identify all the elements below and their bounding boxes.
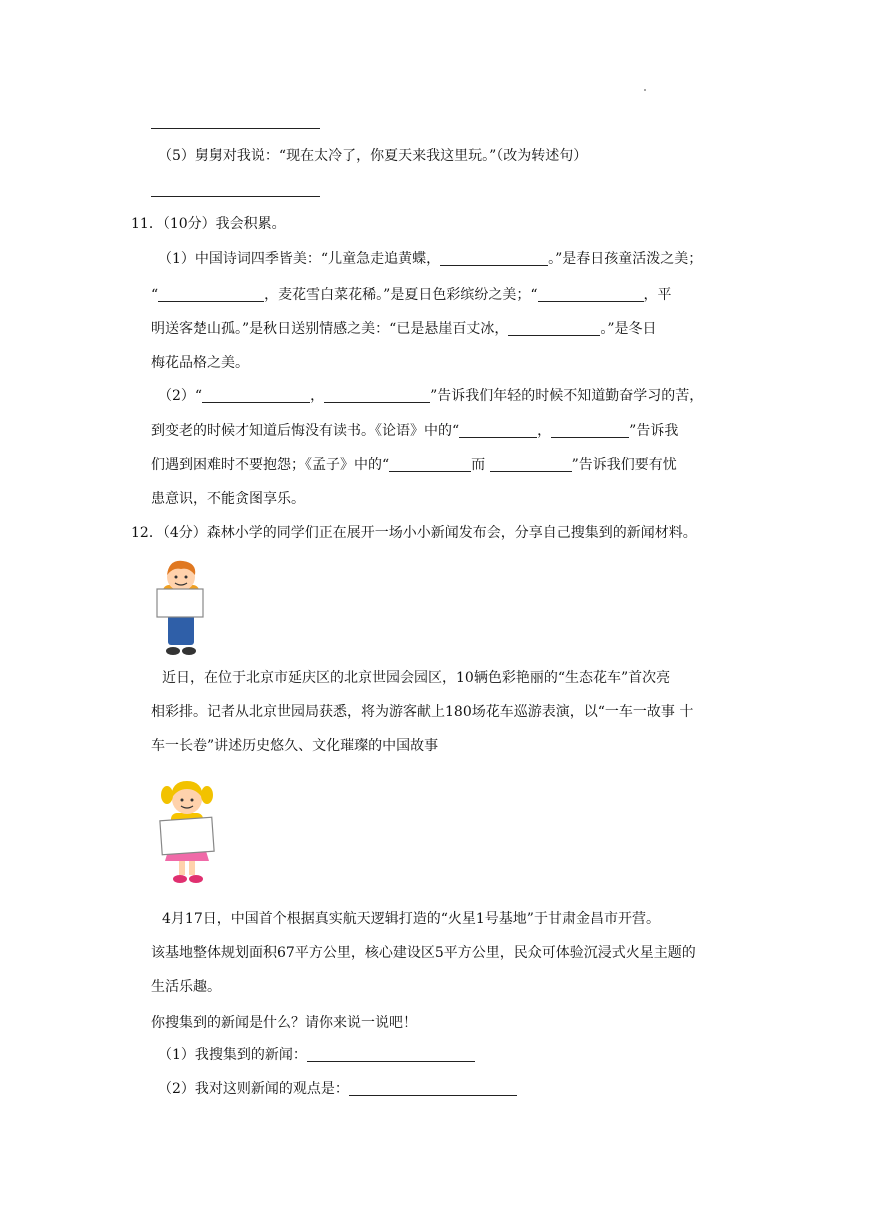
fill-blank[interactable]: [389, 457, 471, 472]
girl-holding-sign-illustration: [155, 777, 219, 889]
news1-line2: 相彩排。记者从北京世园局获悉，将为游客献上180场花车巡游表演，以“一车一故事 十: [151, 704, 694, 720]
text: 而: [471, 457, 486, 473]
text: ，: [310, 388, 325, 404]
answer-blank[interactable]: [307, 1047, 475, 1062]
text: 们遇到困难时不要抱怨；《孟子》中的“: [151, 457, 390, 473]
text: ，麦花雪白菜花稀。”是夏日色彩缤纷之美；“: [264, 287, 538, 303]
girl-pigtail-right: [201, 786, 213, 804]
text: （1）我搜集到的新闻：: [158, 1047, 307, 1063]
text: ，平: [643, 287, 672, 303]
text: ”告诉我: [629, 423, 679, 439]
q12-item1: [158, 1045, 475, 1065]
answer-line[interactable]: [151, 128, 320, 129]
text: 。”是冬日: [600, 321, 657, 337]
fill-blank[interactable]: [551, 423, 629, 438]
news1-line1: 近日，在位于北京市延庆区的北京世园会园区，10辆色彩艳丽的“生态花车”首次亮: [162, 670, 671, 686]
q12-prompt: 你搜集到的新闻是什么？请你来说一说吧！: [151, 1015, 417, 1031]
fill-blank[interactable]: [324, 388, 430, 403]
q11-p2-line4: 患意识，不能贪图享乐。: [151, 491, 305, 507]
fill-blank[interactable]: [508, 321, 600, 336]
news2-line3: 生活乐趣。: [151, 979, 221, 995]
fill-blank[interactable]: [490, 457, 572, 472]
text: 到变老的时候才知道后悔没有读书。《论语》中的“: [151, 423, 460, 439]
blank-sign: [157, 589, 203, 617]
q11-p2-line3: [151, 455, 677, 475]
q11-p2-line1: [158, 386, 703, 406]
answer-line[interactable]: [151, 196, 320, 197]
news1-line3: 车一长卷”讲述历史悠久、文化璀璨的中国故事: [151, 738, 439, 754]
boy-holding-sign-illustration: [153, 557, 209, 657]
text: “: [151, 287, 159, 303]
news2-line2: 该基地整体规划面积67平方公里，核心建设区5平方公里，民众可体验沉浸式火星主题的: [151, 945, 696, 961]
q11-p1-line1: [158, 249, 702, 269]
q11-title: 11．（10分）我会积累。: [131, 216, 286, 232]
q10-item5: （5）舅舅对我说：“现在太冷了，你夏天来我这里玩。”（改为转述句）: [158, 148, 588, 164]
blank-sign: [160, 817, 214, 855]
q11-p2-line2: [151, 421, 678, 441]
q12-item2: [158, 1079, 517, 1099]
page-dot: [644, 89, 646, 91]
boy-shoe-right: [182, 647, 196, 655]
text: （1）中国诗词四季皆美：“儿童急走追黄蝶，: [158, 251, 441, 267]
girl-shoe-right: [189, 875, 203, 883]
q11-p1-line3: [151, 319, 657, 339]
text: ，: [537, 423, 552, 439]
text: （2）“: [158, 388, 203, 404]
fill-blank[interactable]: [202, 388, 310, 403]
q11-p1-line2: [151, 285, 672, 305]
text: 。”是春日孩童活泼之美；: [548, 251, 703, 267]
fill-blank[interactable]: [440, 251, 548, 266]
fill-blank[interactable]: [158, 287, 264, 302]
boy-shoe-left: [166, 647, 180, 655]
fill-blank[interactable]: [538, 287, 644, 302]
fill-blank[interactable]: [459, 423, 537, 438]
text: （2）我对这则新闻的观点是：: [158, 1081, 349, 1097]
q11-p1-line4: 梅花品格之美。: [151, 355, 249, 371]
answer-blank[interactable]: [349, 1081, 517, 1096]
girl-pigtail-left: [161, 786, 173, 804]
text: 明送客楚山孤。”是秋日送别情感之美：“已是悬崖百丈冰，: [151, 321, 509, 337]
news2-line1: 4月17日，中国首个根据真实航天逻辑打造的“火星1号基地”于甘肃金昌市开营。: [162, 911, 660, 927]
q12-title: 12．（4分）森林小学的同学们正在展开一场小小新闻发布会，分享自己搜集到的新闻材料。: [131, 525, 697, 541]
girl-shoe-left: [173, 875, 187, 883]
text: ”告诉我们年轻的时候不知道勤奋学习的苦，: [430, 388, 704, 404]
text: ”告诉我们要有忧: [571, 457, 677, 473]
boy-legs: [168, 615, 194, 645]
